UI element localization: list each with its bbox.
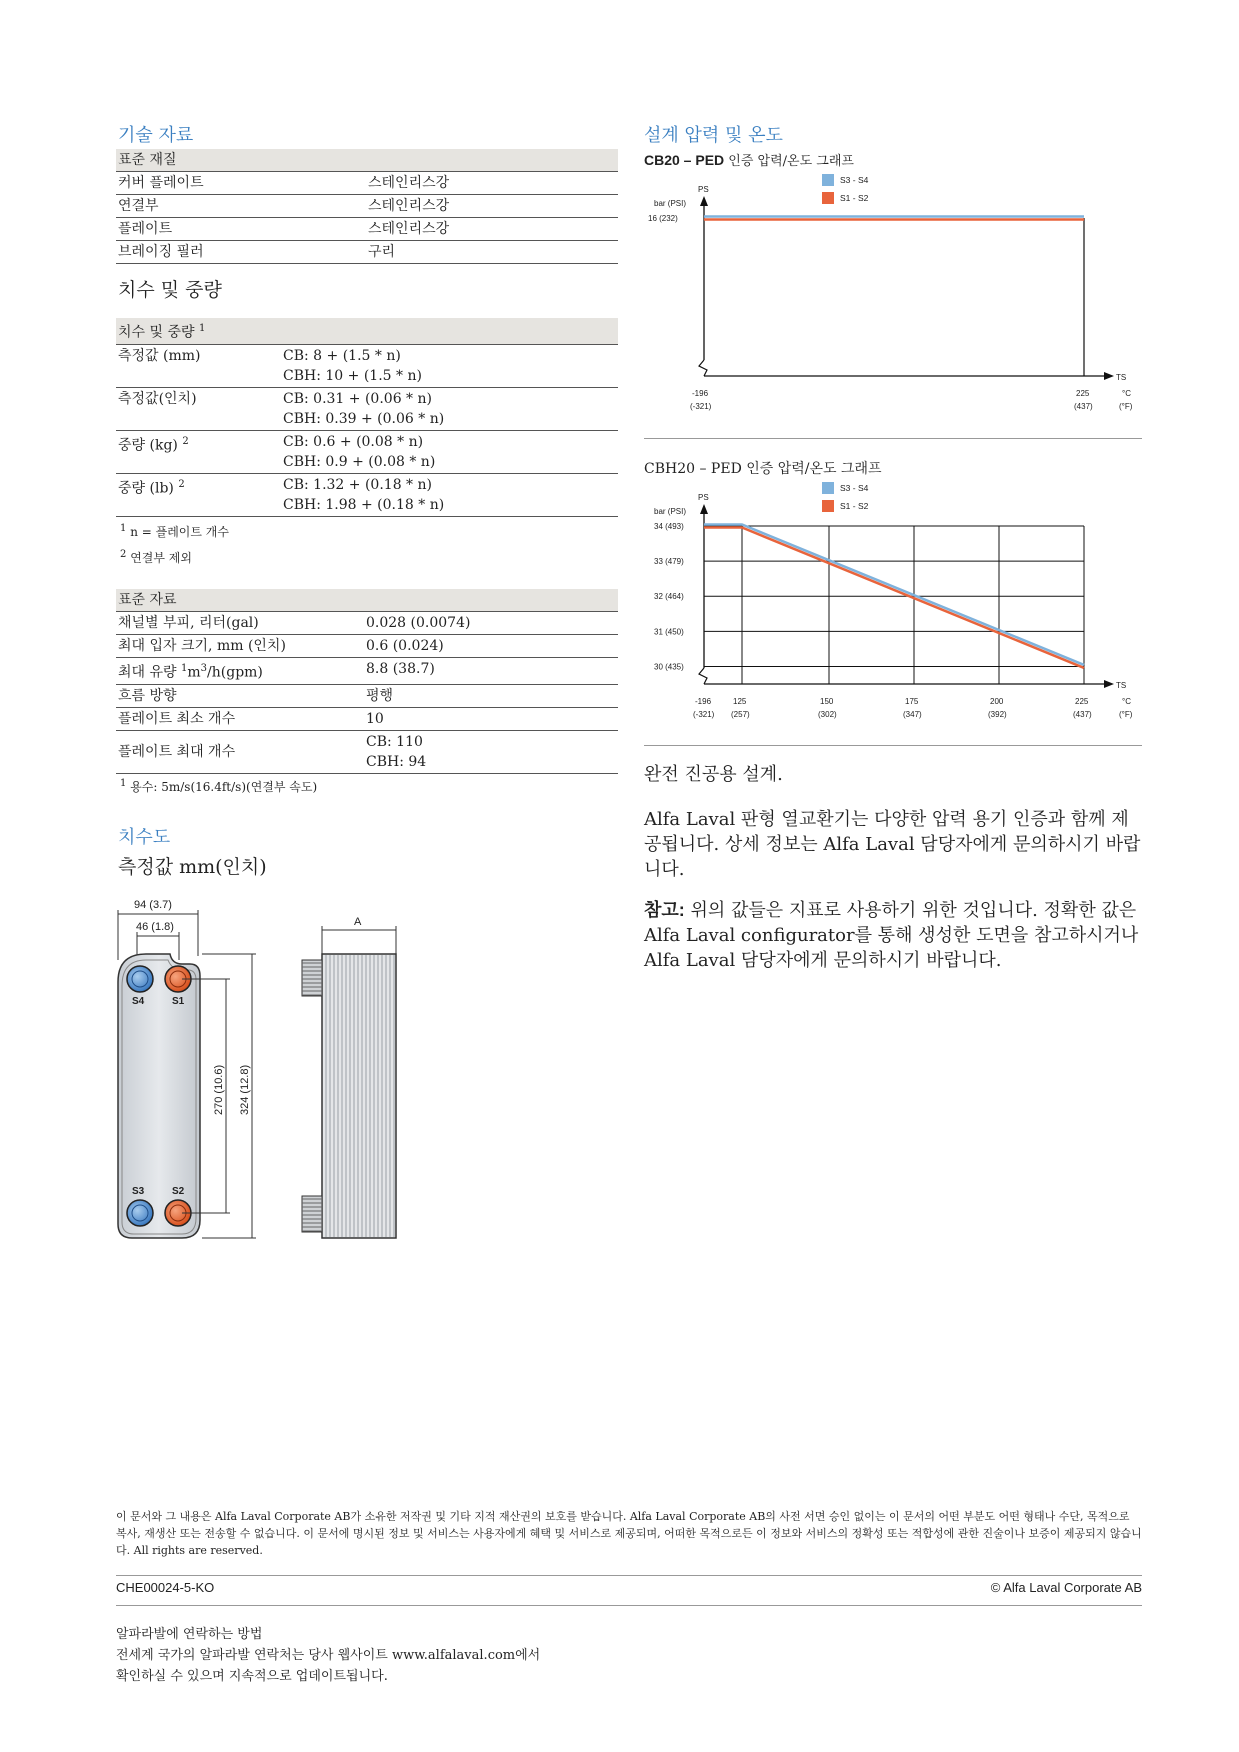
x-unit-c-label: °C — [1122, 697, 1131, 706]
port-s4-label: S4 — [132, 996, 145, 1007]
port-s3-label: S3 — [132, 1186, 145, 1197]
dims-footnote-1: $^1$ n = 플레이트 개수 — [120, 523, 229, 539]
note-paragraph: 참고: 위의 값들은 지표로 사용하기 위한 것입니다. 정확한 값은 Alfa Laval configurator를 통해 생성한 도면을 참고하시거나 Alfa Laval 담당자에게 문의하시기 바랍니다. — [644, 900, 1139, 971]
table-row — [116, 195, 618, 218]
table-row — [116, 344, 618, 387]
table-row — [116, 387, 618, 430]
x-tick-label: -196 — [695, 697, 712, 706]
dimension-drawing — [110, 890, 430, 1260]
x-axis-arrow-icon — [1104, 680, 1114, 688]
dim-inner-label: 270 (10.6) — [213, 1064, 225, 1115]
dims-footnote-2: $^2$ 연결부 제외 — [120, 549, 192, 565]
std-value: 8.8 (38.7) — [364, 658, 618, 685]
port-s3-icon — [127, 1200, 153, 1226]
divider — [116, 1575, 1142, 1576]
dims-value: CBH: 10 + (1.5 * n) — [283, 367, 422, 384]
table-row — [116, 730, 618, 773]
drawing-subtitle: 측정값 mm(인치) — [118, 856, 267, 878]
x-unit-f-label: (°F) — [1119, 402, 1133, 411]
dim-port-label: 46 (1.8) — [136, 921, 174, 933]
table-row — [116, 684, 618, 707]
contact-title: 알파라발에 연락하는 방법 — [116, 1627, 263, 1642]
material-value: 구리 — [366, 241, 618, 264]
dimensions-table — [116, 318, 618, 517]
axis-break — [699, 668, 707, 684]
std-label: 흐름 방향 — [116, 684, 364, 707]
contact-line: 전세계 국가의 알파라발 연락처는 당사 웹사이트 www.alfalaval.com에서 — [116, 1648, 541, 1663]
port-s2-label: S2 — [172, 1186, 185, 1197]
dims-label: 측정값 (mm) — [118, 347, 201, 364]
dims-value: CBH: 1.98 + (0.18 * n) — [283, 496, 445, 513]
std-label: 채널별 부피, 리터(gal) — [116, 612, 364, 635]
materials-table — [116, 149, 618, 264]
x-tick-label: (437) — [1073, 710, 1092, 719]
x-axis-arrow-icon — [1104, 372, 1114, 380]
y-tick-label: 30 (435) — [654, 662, 684, 672]
x-unit-f-label: (°F) — [1119, 710, 1133, 719]
y-tick-label: 33 (479) — [654, 557, 684, 567]
y-tick-label: 34 (493) — [654, 522, 684, 531]
plate-front-outline — [118, 954, 200, 1238]
x-tick-label: 175 — [905, 697, 919, 706]
std-footnote: $^1$ 용수: 5m/s(16.4ft/s)(연결부 속도) — [120, 778, 318, 794]
contact-block — [116, 1624, 540, 1687]
y-tick-label: 31 (450) — [654, 627, 684, 637]
port-s4-icon — [127, 966, 153, 992]
y-unit-label: bar (PSI) — [654, 507, 687, 516]
legal-text: 이 문서와 그 내용은 Alfa Laval Corporate AB가 소유한 저작권 및 기타 지적 재산권의 보호를 받습니다. Alfa Laval Corporate AB의 사전 서면 승인 없이는 이 문서의 어떤 부분도 어떤 형태나 수단, 목적으로 복사, 재생산 또는 전송할 수 없습니다. 이 문서에 명시된 정보 및 서비스는 사용자에게 혜택 및 서비스로 제공되며, 어떠한 목적으로든 이 정보와 서비스의 정확성 또는 적합성에 관한 진술이나 보증이 제공되지 않습니다. All rights are reserved. — [116, 1510, 1142, 1557]
y-axis-label: PS — [698, 493, 709, 502]
x-tick-label: (392) — [988, 710, 1007, 719]
dims-value: CBH: 0.39 + (0.06 * n) — [283, 410, 445, 427]
material-label: 플레이트 — [116, 218, 366, 241]
legend-label: S3 - S4 — [840, 483, 869, 493]
std-label: 최대 입자 크기, mm (인치) — [116, 635, 364, 658]
y-axis-arrow-icon — [700, 196, 708, 206]
x-tick-label: 225 — [1076, 389, 1090, 398]
std-label: 플레이트 최대 개수 — [116, 730, 364, 773]
table-row — [116, 218, 618, 241]
std-value: 평행 — [364, 684, 618, 707]
x-tick-label: (-321) — [690, 402, 712, 411]
material-value: 스테인리스강 — [366, 218, 618, 241]
table-row: 중량 (kg) $^2$ CB: 0.6 + (0.08 * n) CBH: 0.9 + (0.08 * n) — [116, 430, 618, 473]
material-label: 브레이징 필러 — [116, 241, 366, 264]
legend-swatch — [822, 192, 834, 204]
x-tick-label: 200 — [990, 697, 1004, 706]
y-tick-label: 16 (232) — [648, 214, 678, 223]
legend-label: S1 - S2 — [840, 193, 869, 203]
dims-header: 치수 및 중량 $^1$ — [116, 318, 618, 344]
document-id: CHE00024-5-KO — [116, 1580, 215, 1595]
std-label: 플레이트 최소 개수 — [116, 707, 364, 730]
table-row — [116, 658, 618, 685]
table-row — [116, 172, 618, 195]
y-tick-label: 32 (464) — [654, 592, 684, 602]
divider — [116, 1605, 1142, 1606]
material-label: 연결부 — [116, 195, 366, 218]
divider — [644, 745, 1142, 746]
chart1-title: CB20 – PED 인증 압력/온도 그래프 — [644, 152, 854, 169]
chart-cbh20 — [644, 476, 1144, 731]
std-value: CBH: 94 — [366, 753, 427, 770]
legend-label: S1 - S2 — [840, 501, 869, 511]
table-row — [116, 612, 618, 635]
std-label: 최대 유량 $^1m^3/h(gpm)$ — [116, 658, 364, 685]
chart2-title: CBH20 – PED 인증 압력/온도 그래프 — [644, 461, 882, 477]
table-row — [116, 241, 618, 264]
vacuum-statement: 완전 진공용 설계. — [644, 764, 783, 785]
material-label: 커버 플레이트 — [116, 172, 366, 195]
divider — [644, 438, 1142, 439]
std-value: 10 — [364, 707, 618, 730]
axis-break — [699, 360, 707, 376]
dims-value: CB: 0.31 + (0.06 * n) — [283, 390, 432, 407]
dims-value: CB: 0.6 + (0.08 * n) — [283, 433, 424, 450]
y-unit-label: bar (PSI) — [654, 199, 687, 208]
x-tick-label: 150 — [820, 697, 834, 706]
material-value: 스테인리스강 — [366, 172, 618, 195]
dims-label: 중량 (kg) — [118, 437, 178, 454]
x-tick-label: -196 — [692, 389, 709, 398]
dims-label: 중량 (lb) — [118, 480, 174, 497]
x-tick-label: (302) — [818, 710, 837, 719]
x-axis-label: TS — [1116, 681, 1127, 690]
table-row: 중량 (lb) $^2$ CB: 1.32 + (0.18 * n) CBH: 1.98 + (0.18 * n) — [116, 473, 618, 516]
dim-a-label: A — [354, 916, 362, 928]
x-tick-label: 125 — [733, 697, 747, 706]
table-row — [116, 707, 618, 730]
contact-line: 확인하실 수 있으며 지속적으로 업데이트됩니다. — [116, 1669, 388, 1684]
legend-swatch — [822, 482, 834, 494]
std-value: CB: 110 — [366, 733, 423, 750]
y-axis-label: PS — [698, 185, 709, 194]
dims-value: CB: 1.32 + (0.18 * n) — [283, 476, 432, 493]
tech-section-title: 기술 자료 — [118, 125, 194, 146]
x-tick-label: (-321) — [693, 710, 715, 719]
port-s1-label: S1 — [172, 996, 185, 1007]
legend-swatch — [822, 174, 834, 186]
x-unit-c-label: °C — [1122, 389, 1131, 398]
dims-value: CBH: 0.9 + (0.08 * n) — [283, 453, 436, 470]
material-value: 스테인리스강 — [366, 195, 618, 218]
x-tick-label: 225 — [1075, 697, 1089, 706]
std-value: 0.6 (0.024) — [364, 635, 618, 658]
dims-value: CB: 8 + (1.5 * n) — [283, 347, 401, 364]
certification-paragraph: Alfa Laval 판형 열교환기는 다양한 압력 용기 인증과 함께 제공됩니다. 상세 정보는 Alfa Laval 담당자에게 문의하시기 바랍니다. — [644, 809, 1141, 880]
standard-data-table — [116, 589, 618, 774]
y-axis-arrow-icon — [700, 504, 708, 514]
table-row — [116, 635, 618, 658]
x-tick-label: (437) — [1074, 402, 1093, 411]
x-axis-label: TS — [1116, 373, 1127, 382]
dims-label: 측정값(인치) — [118, 390, 197, 407]
materials-header: 표준 재질 — [116, 149, 618, 172]
dim-outer-label: 324 (12.8) — [239, 1064, 251, 1115]
legend-swatch — [822, 500, 834, 512]
std-header: 표준 자료 — [116, 589, 618, 612]
chart-cb20 — [644, 168, 1144, 423]
legend-label: S3 - S4 — [840, 175, 869, 185]
plate-side-view — [322, 954, 396, 1238]
design-section-title: 설계 압력 및 온도 — [644, 125, 783, 146]
std-value: 0.028 (0.0074) — [364, 612, 618, 635]
x-tick-label: (257) — [731, 710, 750, 719]
x-tick-label: (347) — [903, 710, 922, 719]
drawing-section-title: 치수도 — [118, 827, 171, 848]
dim-width-label: 94 (3.7) — [134, 899, 172, 911]
dims-section-title: 치수 및 중량 — [118, 279, 222, 301]
series-line — [704, 528, 1084, 668]
copyright: © Alfa Laval Corporate AB — [990, 1580, 1142, 1595]
